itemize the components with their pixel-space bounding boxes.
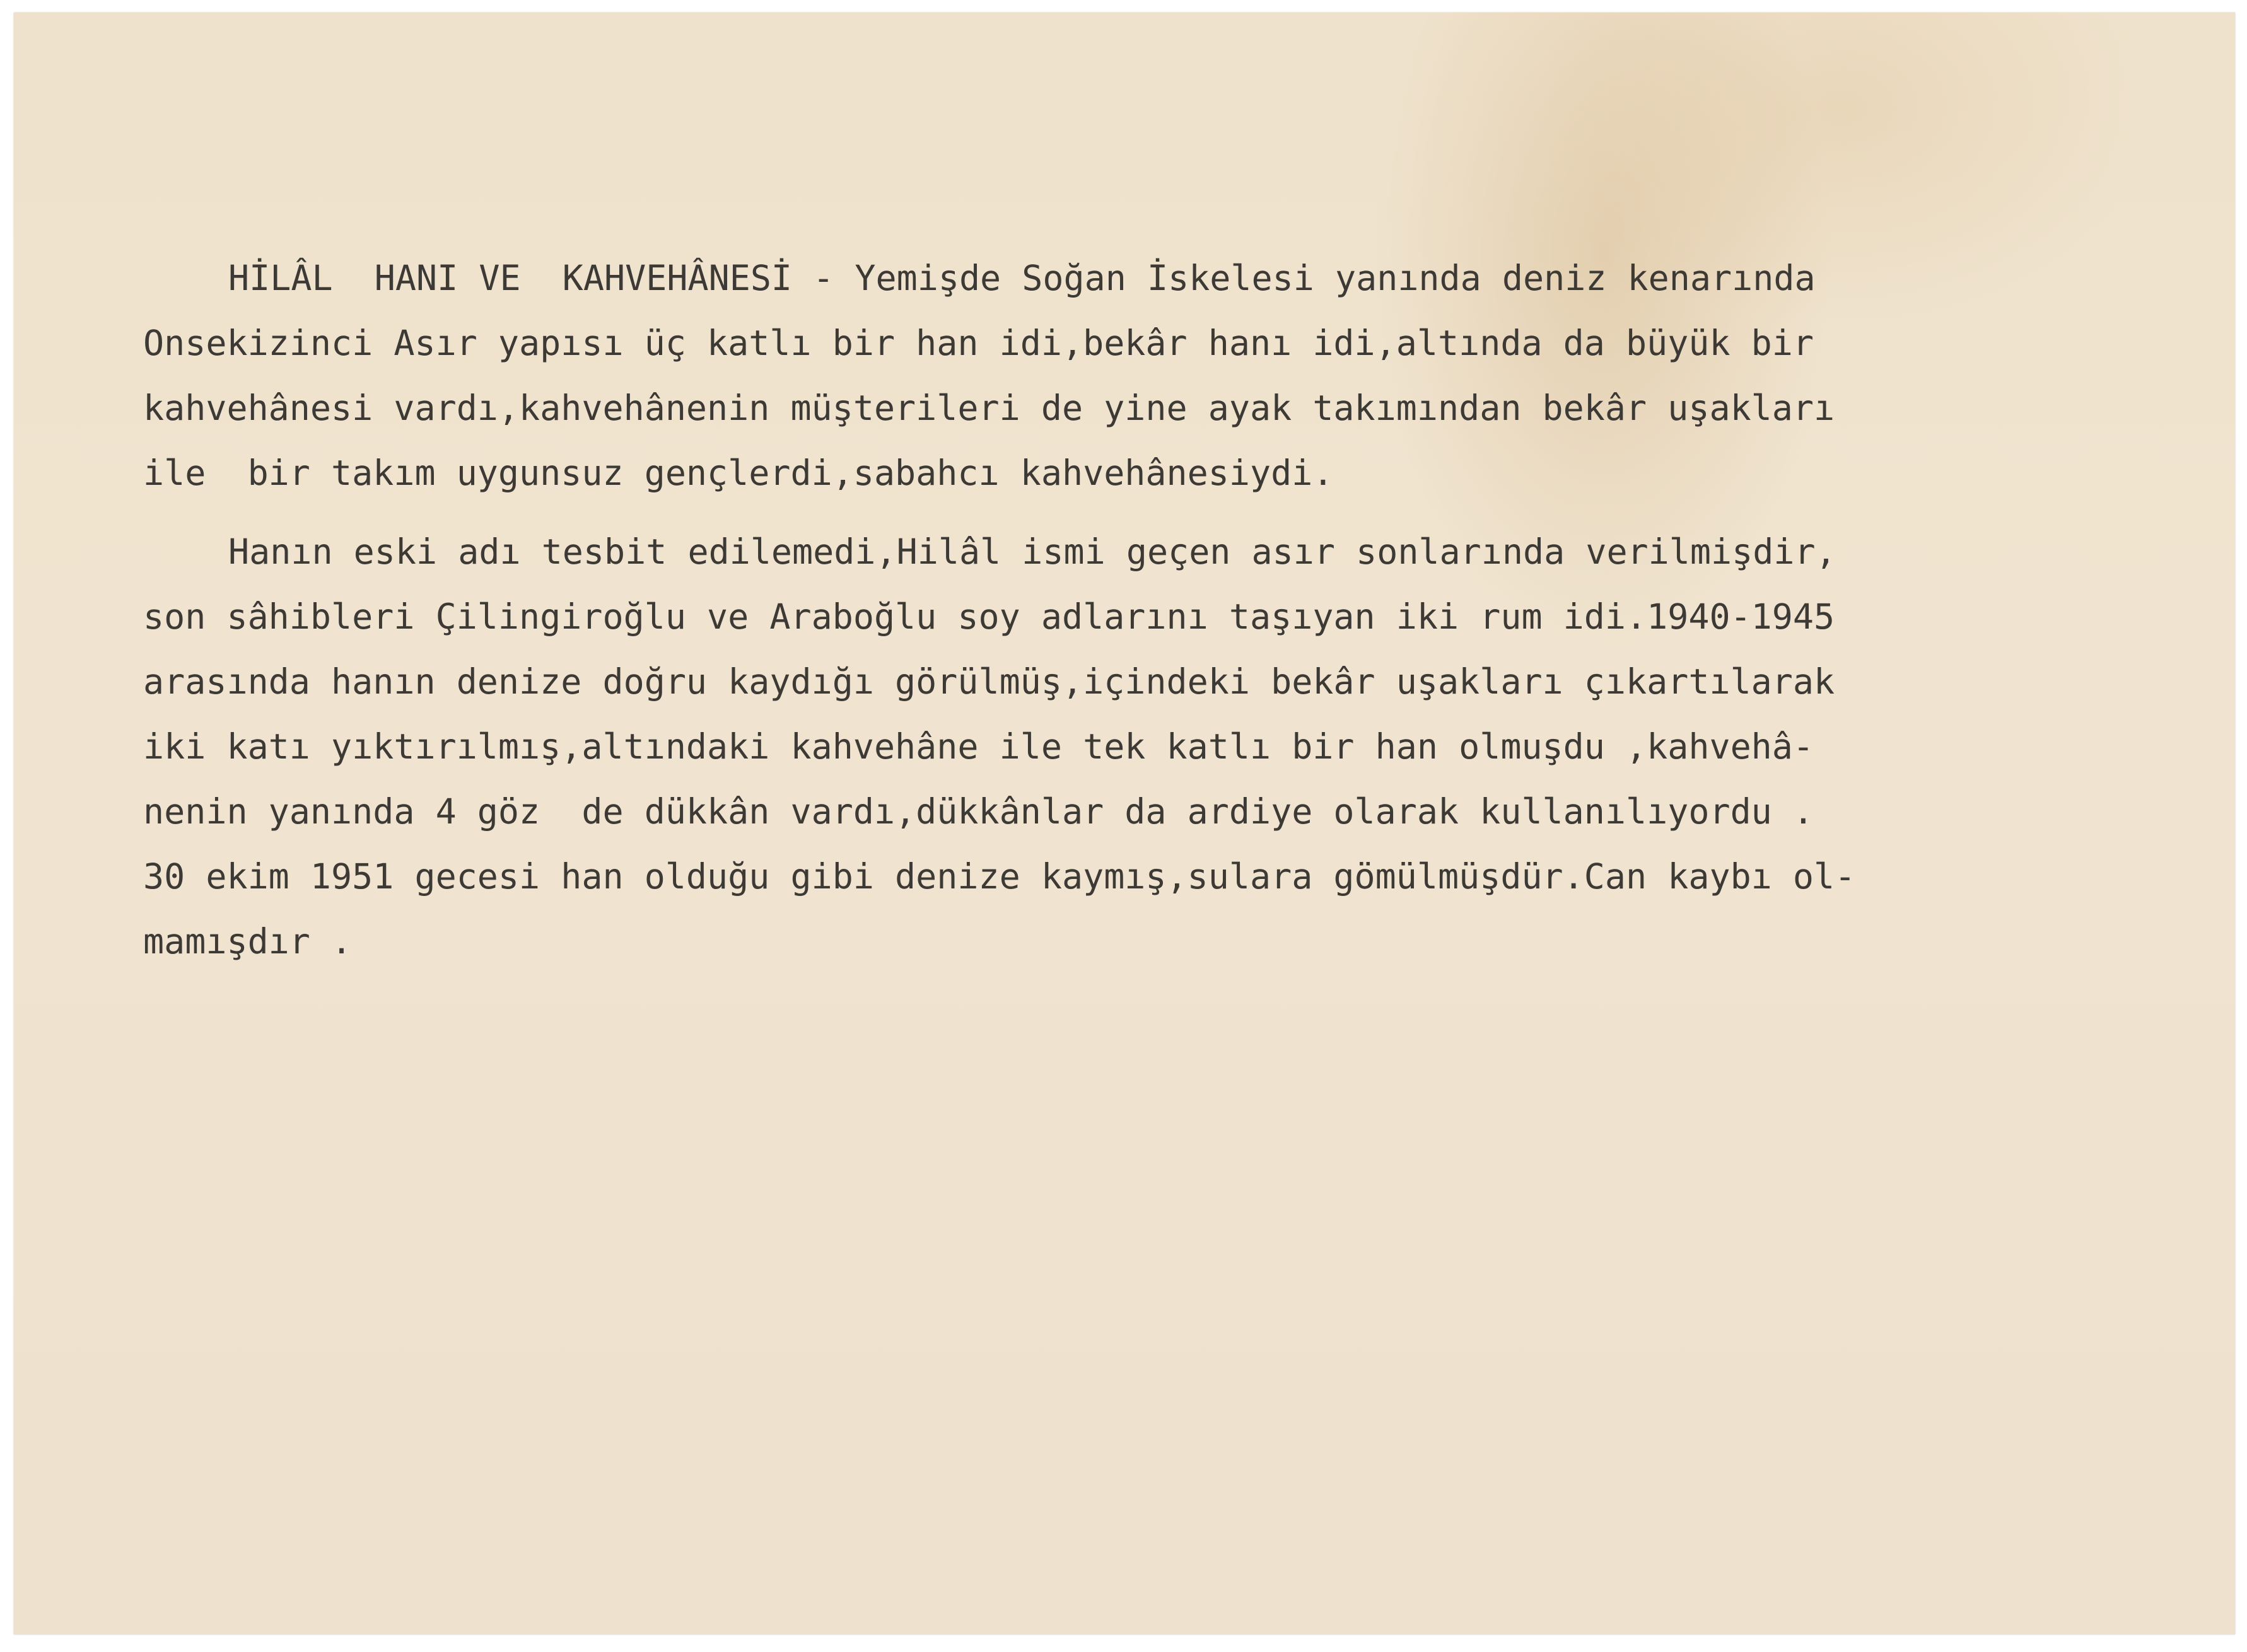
text-line: kahvehânesi vardı,kahvehânenin müşterileri de yine ayak takımından bekâr uşakları	[143, 388, 1835, 428]
text-line: arasında hanın denize doğru kaydığı görülmüş,içindeki bekâr uşakları çıkartılarak	[143, 661, 1835, 702]
text-line: Hanın eski adı tesbit edilemedi,Hilâl ismi geçen asır sonlarında verilmişdir,	[228, 532, 1836, 572]
paragraph-2	[143, 520, 2218, 974]
text-line: son sâhibleri Çilingiroğlu ve Araboğlu soy adlarını taşıyan iki rum idi.1940-1945	[143, 596, 1835, 637]
typed-paper-sheet	[14, 13, 2235, 1634]
text-line: Onsekizinci Asır yapısı üç katlı bir han idi,bekâr hanı idi,altında da büyük bir	[143, 323, 1814, 363]
paragraph-1	[143, 246, 2218, 506]
text-line: 30 ekim 1951 gecesi han olduğu gibi denize kaymış,sulara gömülmüşdür.Can kaybı ol-	[143, 856, 1856, 897]
text-line: HİLÂL HANI VE KAHVEHÂNESİ - Yemişde Soğan İskelesi yanında deniz kenarında	[228, 258, 1816, 298]
text-line: nenin yanında 4 göz de dükkân vardı,dükkânlar da ardiye olarak kullanılıyordu .	[143, 791, 1814, 832]
typewritten-text	[143, 246, 2218, 974]
text-line: mamışdır .	[143, 921, 353, 962]
text-line: ile bir takım uygunsuz gençlerdi,sabahcı kahvehânesiydi.	[143, 453, 1334, 493]
text-line: iki katı yıktırılmış,altındaki kahvehâne ile tek katlı bir han olmuşdu ,kahvehâ-	[143, 726, 1814, 767]
